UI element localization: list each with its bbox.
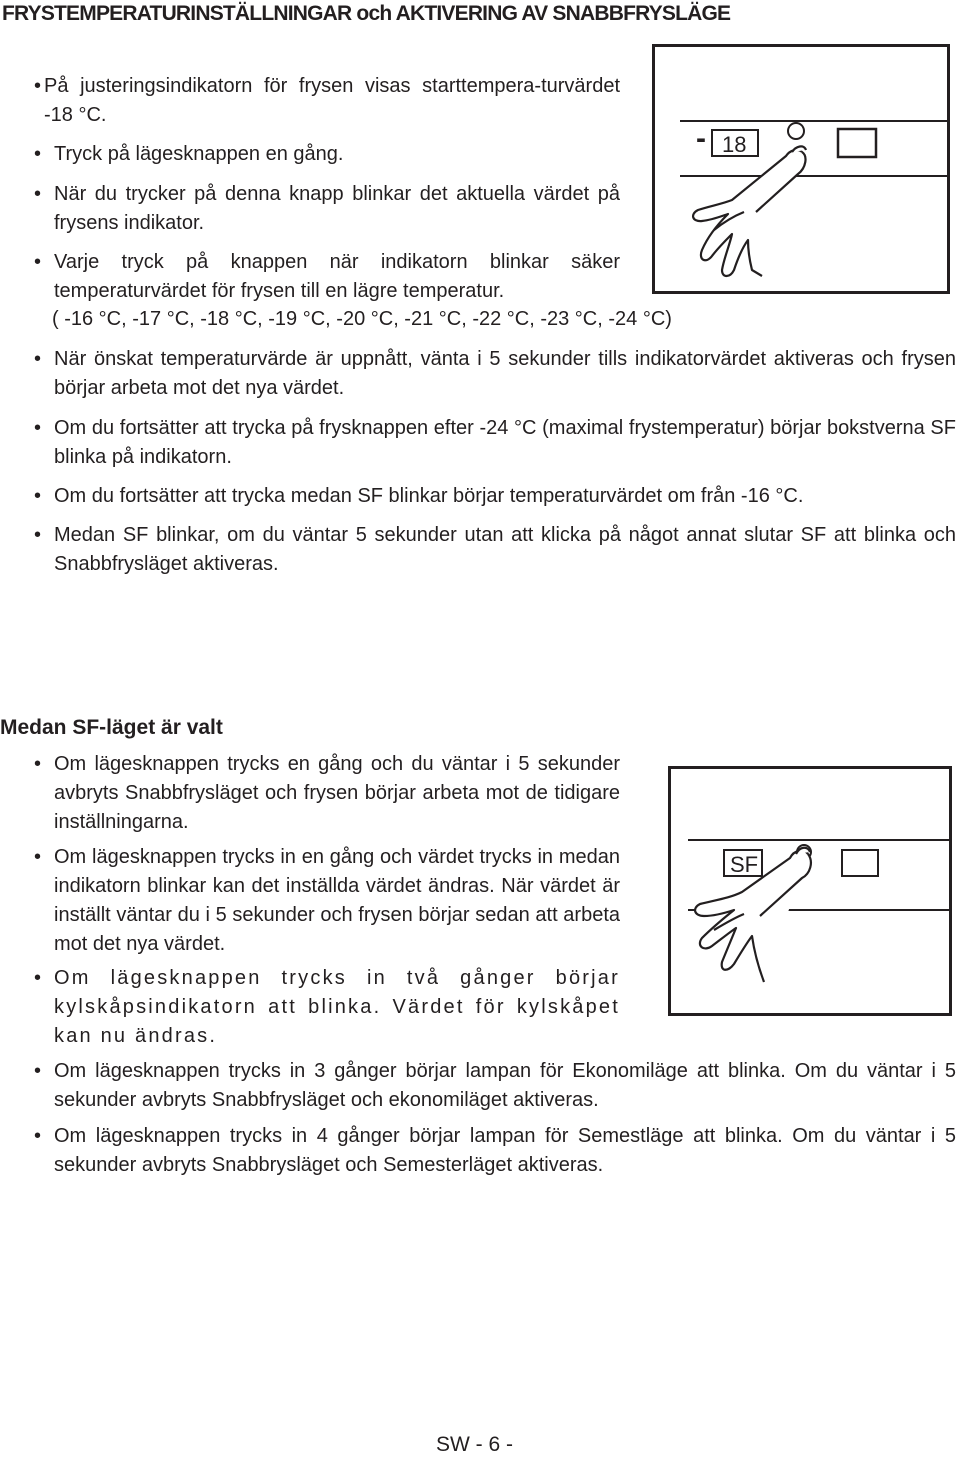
list-item — [34, 843, 620, 959]
temperature-list: ( -16 °C, -17 °C, -18 °C, -19 °C, -20 °C, -21 °C, -22 °C, -23 °C, -24 °C) — [52, 308, 672, 330]
bullet: • — [34, 524, 42, 546]
instruction-text: Om lägesknappen trycks in en gång och värdet trycks in medan indikatorn blinkar kan det inställda värdet ändras. När värdet är inställt väntar du i 5 sekunder och frysen börjar sedan att arbeta mot det nya värdet. — [54, 846, 620, 955]
instruction-text: Om lägesknappen trycks in 3 gånger börjar lampan för Ekonomiläge att blinka. Om du väntar i 5 sekunder avbryts Snabbfrysläget och ekonomiläget aktiveras. — [54, 1060, 956, 1111]
instruction-text: Tryck på lägesknappen en gång. — [54, 143, 344, 165]
page-number: SW - 6 - — [436, 1433, 513, 1456]
list-item — [34, 248, 620, 306]
display-minus: - — [696, 122, 706, 155]
bullet: • — [34, 753, 42, 775]
instruction-text: Om lägesknappen trycks en gång och du väntar i 5 sekunder avbryts Snabbfrysläget och frysen börjar arbeta mot de tidigare inställningarna. — [54, 753, 620, 833]
list-item — [34, 1122, 956, 1180]
list-item — [34, 72, 620, 130]
sf-display — [724, 850, 762, 877]
instruction-text: Om du fortsätter att trycka medan SF blinkar börjar temperaturvärdet om från -16 °C. — [54, 485, 804, 507]
instruction-text: Medan SF blinkar, om du väntar 5 sekunder utan att klicka på något annat slutar SF att blinka och Snabbfrysläget aktiveras. — [54, 524, 956, 575]
bullet: • — [34, 143, 42, 165]
list-item — [34, 521, 956, 579]
list-item — [34, 1057, 956, 1115]
display-value: 18 — [722, 132, 747, 157]
bullet: • — [34, 348, 42, 370]
display-value: SF — [730, 852, 759, 877]
list-item — [34, 964, 620, 1051]
list-item — [34, 750, 620, 837]
bullet: • — [34, 417, 42, 439]
instruction-text: Om du fortsätter att trycka på frysknappen efter -24 °C (maximal frystemperatur) börjar bokstverna SF blinka på indikatorn. — [54, 417, 956, 468]
section-heading: Medan SF-läget är valt — [0, 716, 223, 739]
bullet: • — [34, 1125, 42, 1147]
bullet: • — [34, 251, 42, 273]
control-panel-figure — [652, 44, 950, 294]
bullet: • — [34, 1060, 42, 1082]
bullet: • — [34, 183, 42, 205]
instruction-text: När du trycker på denna knapp blinkar det aktuella värdet på frysens indikator. — [54, 183, 620, 234]
instruction-text: Om lägesknappen trycks in två gånger börjar kylskåpsindikatorn att blinka. Värdet för kylskåpet kan nu ändras. — [54, 967, 620, 1047]
bullet: • — [34, 846, 42, 868]
instruction-text: Varje tryck på knappen när indikatorn blinkar säker temperaturvärdet för frysen till en lägre temperatur. — [54, 251, 620, 302]
instruction-text: När önskat temperaturvärde är uppnått, vänta i 5 sekunder tills indikatorvärdet aktiveras och frysen börjar arbeta mot det nya värdet. — [54, 348, 956, 399]
bullet: • — [34, 967, 42, 989]
list-item — [34, 180, 620, 238]
list-item — [34, 414, 956, 472]
bullet: • — [34, 75, 42, 97]
list-item — [34, 140, 620, 169]
list-item — [34, 345, 956, 403]
page-title: FRYSTEMPERATURINSTÄLLNINGAR och AKTIVERING AV SNABBFRYSLÄGE — [2, 2, 731, 25]
list-item — [34, 482, 956, 511]
control-panel-figure — [668, 766, 952, 1016]
instruction-text: På justeringsindikatorn för frysen visas starttempera-turvärdet -18 °C. — [44, 75, 620, 126]
bullet: • — [34, 485, 42, 507]
instruction-text: Om lägesknappen trycks in 4 gånger börjar lampan för Semestläge att blinka. Om du väntar i 5 sekunder avbryts Snabbrysläget och Semesterläget aktiveras. — [54, 1125, 956, 1176]
